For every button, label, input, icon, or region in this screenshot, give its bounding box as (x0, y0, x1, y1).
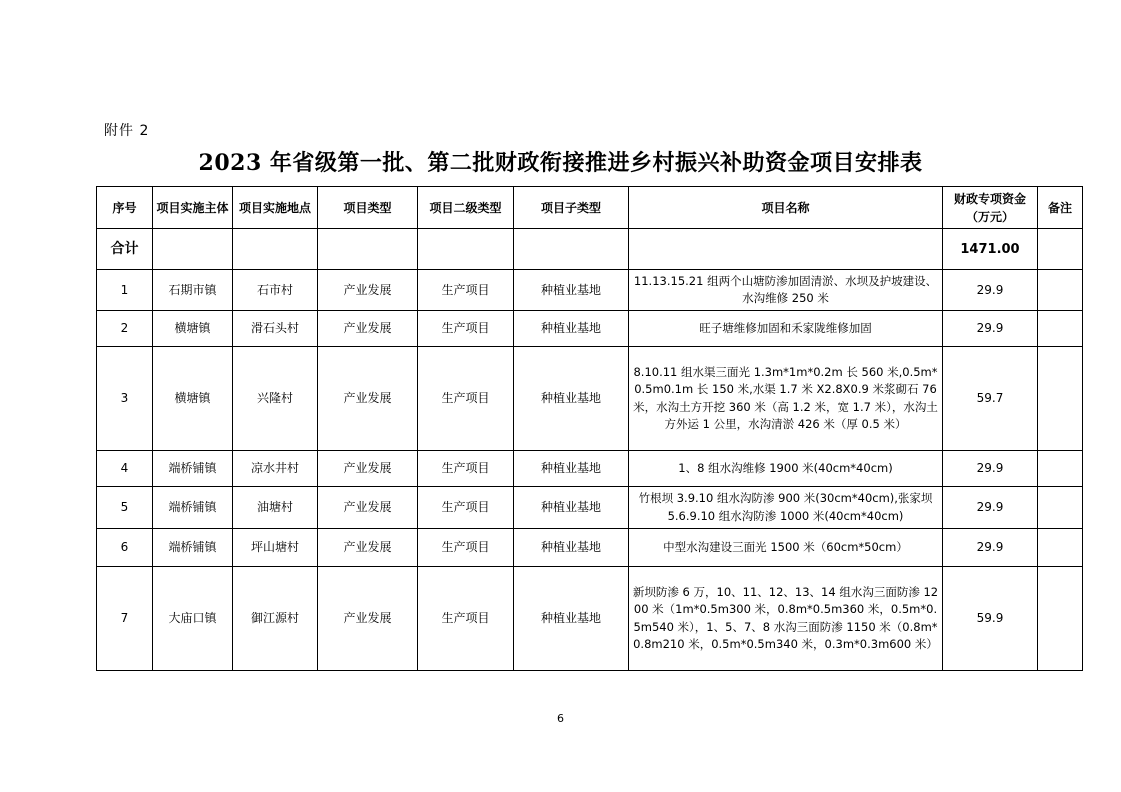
cell-secondary-type: 生产项目 (418, 451, 514, 487)
cell-sub-type: 种植业基地 (514, 270, 629, 311)
header-secondary-type: 项目二级类型 (418, 187, 514, 229)
cell-sub-type: 种植业基地 (514, 567, 629, 671)
cell-fund: 59.9 (943, 567, 1038, 671)
total-empty-cell (514, 229, 629, 270)
cell-project-name: 11.13.15.21 组两个山塘防渗加固清淤、水坝及护坡建设、水沟维修 250 米 (629, 270, 943, 311)
cell-remark (1038, 311, 1083, 347)
table-row (97, 311, 1083, 347)
total-empty-cell (418, 229, 514, 270)
cell-type: 产业发展 (318, 270, 418, 311)
cell-sub-type: 种植业基地 (514, 311, 629, 347)
cell-secondary-type: 生产项目 (418, 311, 514, 347)
header-name: 项目名称 (629, 187, 943, 229)
cell-type: 产业发展 (318, 529, 418, 567)
header-location: 项目实施地点 (233, 187, 318, 229)
cell-subject: 大庙口镇 (153, 567, 233, 671)
cell-secondary-type: 生产项目 (418, 567, 514, 671)
cell-project-name: 旺子塘维修加固和禾家陇维修加固 (629, 311, 943, 347)
cell-seq: 2 (97, 311, 153, 347)
total-remark (1038, 229, 1083, 270)
cell-fund: 59.7 (943, 347, 1038, 451)
cell-fund: 29.9 (943, 487, 1038, 529)
table-row (97, 451, 1083, 487)
cell-secondary-type: 生产项目 (418, 347, 514, 451)
total-empty-cell (629, 229, 943, 270)
cell-sub-type: 种植业基地 (514, 451, 629, 487)
cell-subject: 横塘镇 (153, 347, 233, 451)
total-empty-cell (153, 229, 233, 270)
cell-sub-type: 种植业基地 (514, 529, 629, 567)
cell-remark (1038, 270, 1083, 311)
total-row (97, 229, 1083, 270)
table-row (97, 567, 1083, 671)
cell-seq: 4 (97, 451, 153, 487)
cell-seq: 3 (97, 347, 153, 451)
cell-subject: 端桥铺镇 (153, 529, 233, 567)
total-fund: 1471.00 (943, 229, 1038, 270)
cell-secondary-type: 生产项目 (418, 529, 514, 567)
header-fund: 财政专项资金（万元） (943, 187, 1038, 229)
cell-fund: 29.9 (943, 529, 1038, 567)
header-remark: 备注 (1038, 187, 1083, 229)
cell-seq: 6 (97, 529, 153, 567)
cell-location: 凉水井村 (233, 451, 318, 487)
cell-fund: 29.9 (943, 451, 1038, 487)
table-row (97, 529, 1083, 567)
total-empty-cell (233, 229, 318, 270)
cell-location: 滑石头村 (233, 311, 318, 347)
cell-type: 产业发展 (318, 451, 418, 487)
cell-subject: 端桥铺镇 (153, 487, 233, 529)
document-title: 2023 年省级第一批、第二批财政衔接推进乡村振兴补助资金项目安排表 (198, 150, 923, 176)
cell-project-name: 8.10.11 组水渠三面光 1.3m*1m*0.2m 长 560 米,0.5m*0.5m0.1m 长 150 米,水渠 1.7 米 X2.8X0.9 米浆砌石 76 米，水沟土方开挖 360 米（高 1.2 米，宽 1.7 米），水沟土方外运 1 公里，水沟清淤 426 米（厚 0.5 米） (629, 347, 943, 451)
cell-seq: 5 (97, 487, 153, 529)
cell-project-name: 1、8 组水沟维修 1900 米(40cm*40cm) (629, 451, 943, 487)
cell-project-name: 新坝防渗 6 万，10、11、12、13、14 组水沟三面防渗 1200 米（1m*0.5m300 米，0.8m*0.5m360 米，0.5m*0.5m540 米），1、5、7、8 水沟三面防渗 1150 米（0.8m*0.8m210 米，0.5m*0.5m340 米，0.3m*0.3m600 米） (629, 567, 943, 671)
cell-location: 御江源村 (233, 567, 318, 671)
cell-secondary-type: 生产项目 (418, 270, 514, 311)
cell-project-name: 竹根坝 3.9.10 组水沟防渗 900 米(30cm*40cm),张家坝 5.6.9.10 组水沟防渗 1000 米(40cm*40cm) (629, 487, 943, 529)
table-row (97, 270, 1083, 311)
cell-type: 产业发展 (318, 311, 418, 347)
attachment-label: 附件 2 (104, 123, 150, 139)
cell-remark (1038, 487, 1083, 529)
table-row (97, 347, 1083, 451)
header-sub-type: 项目子类型 (514, 187, 629, 229)
cell-fund: 29.9 (943, 311, 1038, 347)
cell-location: 兴隆村 (233, 347, 318, 451)
cell-location: 油塘村 (233, 487, 318, 529)
cell-remark (1038, 347, 1083, 451)
cell-fund: 29.9 (943, 270, 1038, 311)
cell-sub-type: 种植业基地 (514, 347, 629, 451)
header-seq: 序号 (97, 187, 153, 229)
project-table (96, 186, 1083, 671)
cell-subject: 石期市镇 (153, 270, 233, 311)
header-subject: 项目实施主体 (153, 187, 233, 229)
cell-seq: 7 (97, 567, 153, 671)
page-number: 6 (557, 712, 564, 725)
cell-subject: 横塘镇 (153, 311, 233, 347)
header-type: 项目类型 (318, 187, 418, 229)
total-label: 合计 (97, 229, 153, 270)
cell-sub-type: 种植业基地 (514, 487, 629, 529)
cell-project-name: 中型水沟建设三面光 1500 米（60cm*50cm） (629, 529, 943, 567)
table-row (97, 487, 1083, 529)
cell-subject: 端桥铺镇 (153, 451, 233, 487)
cell-location: 石市村 (233, 270, 318, 311)
cell-remark (1038, 567, 1083, 671)
table-header-row (97, 187, 1083, 229)
total-empty-cell (318, 229, 418, 270)
cell-type: 产业发展 (318, 567, 418, 671)
cell-type: 产业发展 (318, 487, 418, 529)
cell-type: 产业发展 (318, 347, 418, 451)
cell-seq: 1 (97, 270, 153, 311)
cell-remark (1038, 529, 1083, 567)
cell-remark (1038, 451, 1083, 487)
cell-location: 坪山塘村 (233, 529, 318, 567)
cell-secondary-type: 生产项目 (418, 487, 514, 529)
